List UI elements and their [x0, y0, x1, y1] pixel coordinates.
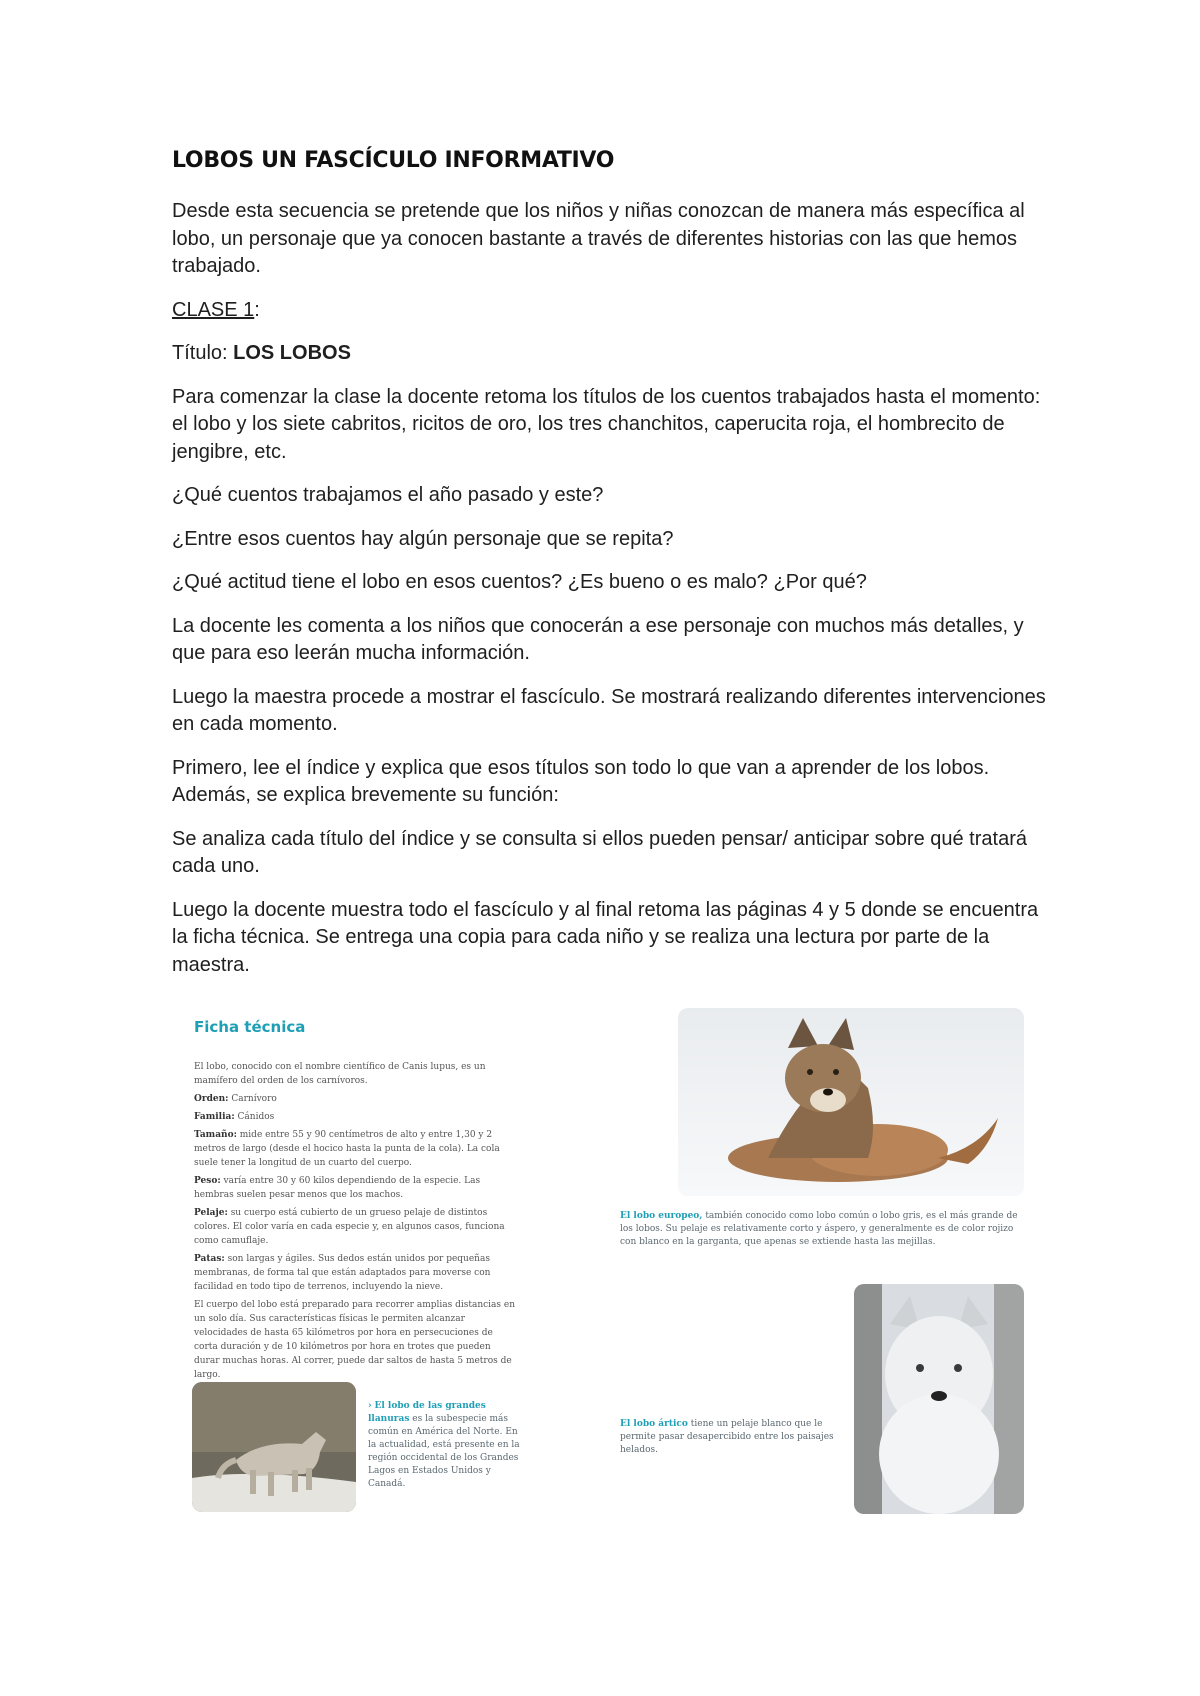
caption-european-wolf: El lobo europeo, también conocido como lobo común o lobo gris, es el más grande de los lobos. Su pelaje es relativamente corto y áspero, y generalmente es de color rojizo con blanco en la garganta, que apenas se extiende hasta las mejillas.: [620, 1211, 1018, 1247]
caption-arctic-wolf: El lobo ártico tiene un pelaje blanco que le permite pasar desapercibido entre los paisajes helados.: [620, 1419, 834, 1455]
ficha-line-patas: Patas: son largas y ágiles. Sus dedos están unidos por pequeñas membranas, de forma tal que están adaptados para moverse con facilidad en todo tipo de terrenos, incluyendo la nieve.: [194, 1254, 491, 1292]
paragraph-6: Luego la docente muestra todo el fascículo y al final retoma las páginas 4 y 5 donde se encuentra la ficha técnica. Se entrega una copia para cada niño y se realiza una lectura por parte de la maestra.: [172, 898, 1039, 976]
title-value: LOS LOBOS: [233, 342, 351, 364]
paragraph-3: Luego la maestra procede a mostrar el fascículo. Se mostrará realizando diferentes intervenciones en cada momento.: [172, 685, 1046, 735]
ficha-line-peso: Peso: varía entre 30 y 60 kilos dependiendo de la especie. Las hembras suelen pesar menos que los machos.: [194, 1176, 481, 1200]
ficha-line-tamano: Tamaño: mide entre 55 y 90 centímetros de alto y entre 1,30 y 2 metros de largo (desde el hocico hasta la punta de la cola). La cola suele tener la longitud de un cuarto del cuerpo.: [194, 1130, 500, 1168]
ficha-line-pelaje: Pelaje: su cuerpo está cubierto de un grueso pelaje de distintos colores. El color varía en cada especie y, en algunos casos, funciona como camuflaje.: [194, 1208, 505, 1246]
class-colon: :: [254, 298, 260, 321]
fascicle-image: [172, 1008, 1034, 1518]
caption-plains-wolf: › El lobo de las grandes llanuras es la subespecie más común en América del Norte. En la actualidad, está presente en la región occidental de los Grandes Lagos en Estados Unidos y Canadá.: [368, 1401, 520, 1489]
ficha-line-intro: El lobo, conocido con el nombre científico de Canis lupus, es un mamífero del orden de los carnívoros.: [194, 1062, 486, 1086]
document-title: LOBOS UN FASCÍCULO INFORMATIVO: [172, 148, 615, 173]
ficha-line-familia: Familia: Cánidos: [194, 1112, 275, 1122]
ficha-line-orden: Orden: Carnívoro: [194, 1094, 277, 1104]
question-2: ¿Entre esos cuentos hay algún personaje que se repita?: [172, 527, 674, 550]
question-3: ¿Qué actitud tiene el lobo en esos cuentos? ¿Es bueno o es malo? ¿Por qué?: [172, 571, 867, 593]
paragraph-5: Se analiza cada título del índice y se consulta si ellos pueden pensar/ anticipar sobre qué tratará cada uno.: [172, 827, 1027, 877]
class-label: CLASE 1: [172, 298, 255, 321]
lesson-title: [172, 340, 1052, 368]
plains-wolf-photo: [192, 1382, 356, 1512]
document-body: [172, 198, 1052, 995]
title-label: Título:: [172, 342, 234, 364]
class-heading: [172, 297, 1052, 325]
intro-paragraph: Desde esta secuencia se pretende que los niños y niñas conozcan de manera más específica al lobo, un personaje que ya conocen bastante a través de diferentes historias con las que hemos trabajado.: [172, 200, 1025, 277]
arctic-wolf-photo: [854, 1284, 1024, 1514]
paragraph-2: La docente les comenta a los niños que conocerán a ese personaje con muchos más detalles, y que para eso leerán mucha información.: [172, 614, 1024, 664]
paragraph-1: Para comenzar la clase la docente retoma los títulos de los cuentos trabajados hasta el momento: el lobo y los siete cabritos, ricitos de oro, los tres chanchitos, caperucita roja, el hombrecito de jengibre, etc.: [172, 385, 1041, 463]
ficha-line-cuerpo: El cuerpo del lobo está preparado para recorrer amplias distancias en un solo día. Sus características físicas le permiten alcanzar velocidades de hasta 65 kilómetros por hora en persecuciones de corta duración y de 10 kilómetros por hora en trotes que pueden durar muchas horas. Al correr, puede dar saltos de hasta 5 metros de largo.: [194, 1300, 516, 1380]
european-wolf-photo: [678, 1008, 1024, 1196]
ficha-text: [194, 1060, 518, 1386]
ficha-heading: Ficha técnica: [194, 1018, 306, 1036]
question-1: ¿Qué cuentos trabajamos el año pasado y este?: [172, 484, 604, 506]
paragraph-4: Primero, lee el índice y explica que esos títulos son todo lo que van a aprender de los lobos. Además, se explica brevemente su función:: [172, 756, 990, 806]
